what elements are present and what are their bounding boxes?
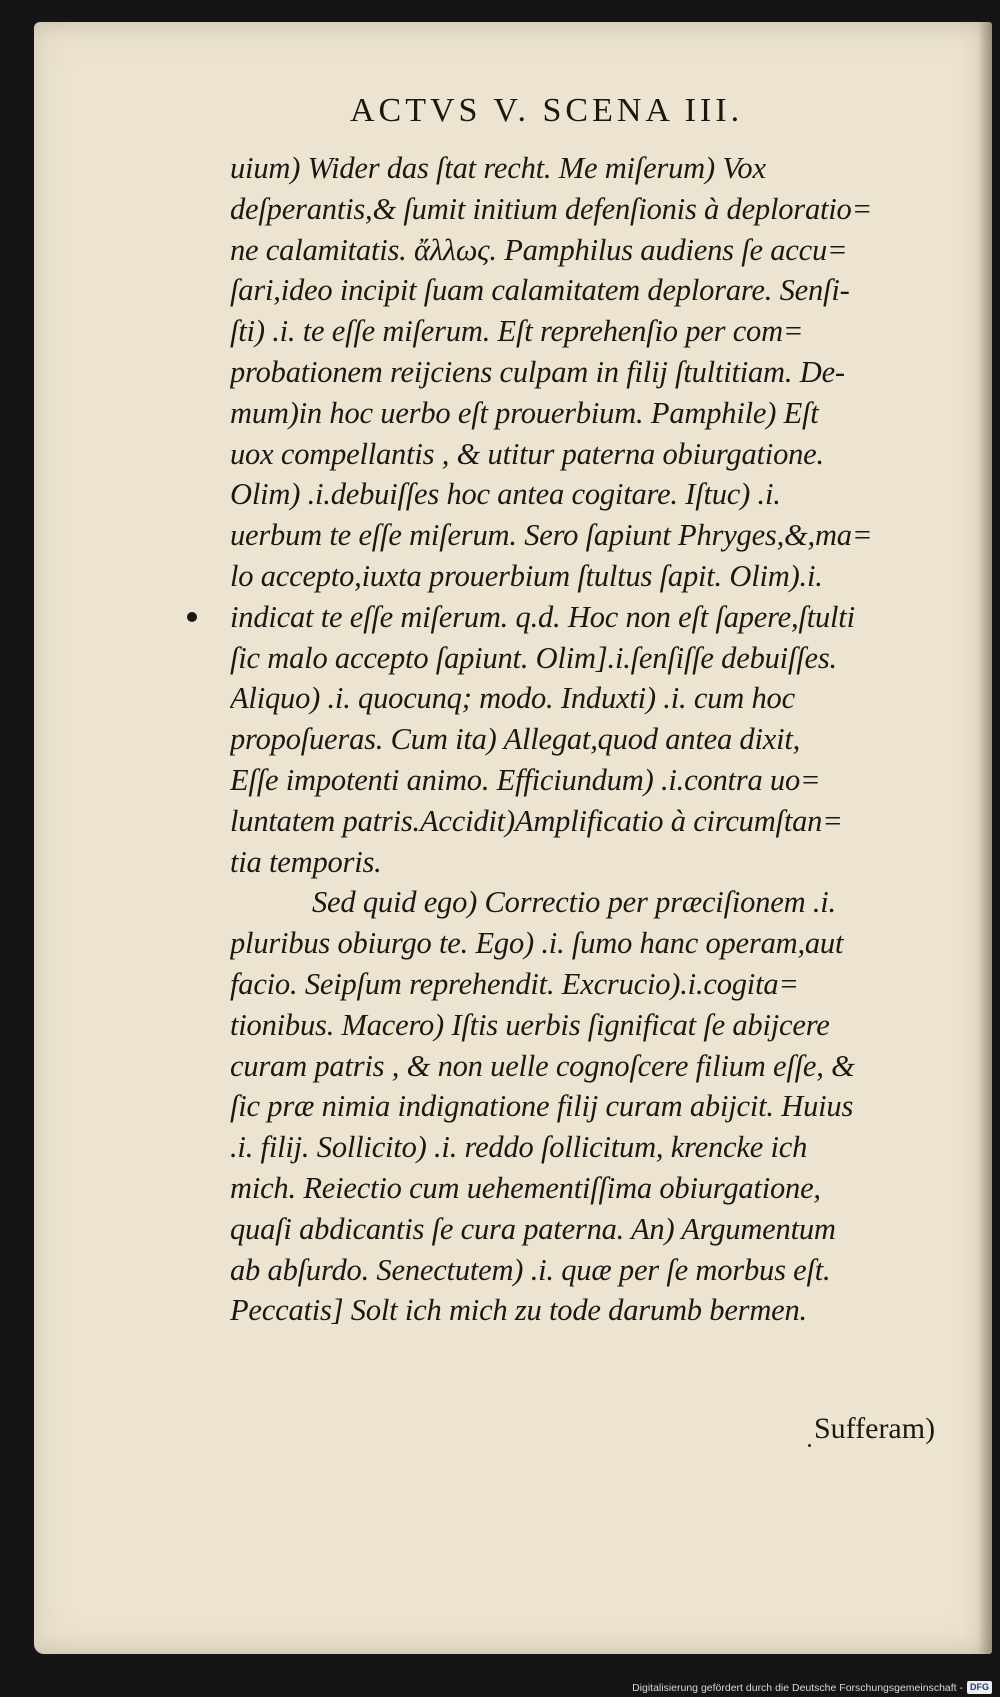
text-line: uerbum te eſſe miſerum. Sero ſapiunt Phryges,&,ma=	[230, 518, 873, 553]
page-mark	[808, 1444, 811, 1447]
ink-spot	[187, 612, 197, 622]
text-line: mich. Reiectio cum uehementiſſima obiurgatione,	[230, 1170, 821, 1205]
digitization-credit	[632, 1681, 992, 1694]
commentary-text	[230, 148, 960, 1331]
text-line: ab abſurdo. Senectutem) .i. quæ per ſe morbus eſt.	[230, 1252, 831, 1287]
text-line: uium) Wider das ſtat recht. Me miſerum) Vox	[230, 151, 766, 185]
text-line: ſari,ideo incipit ſuam calamitatem deplorare. Senſi-	[230, 273, 850, 308]
dfg-logo: DFG	[967, 1681, 992, 1694]
text-line: ſic præ nimia indignatione filij curam abijcit. Huius	[230, 1089, 854, 1124]
text-line: probationem reijciens culpam in filij ſtultitiam. De-	[230, 354, 845, 389]
text-line: .i. filij. Sollicito) .i. reddo ſollicitum, krencke ich	[230, 1130, 808, 1165]
text-line: propoſueras. Cum ita) Allegat,quod antea dixit,	[230, 722, 801, 757]
text-line: facio. Seipſum reprehendit. Excrucio).i.cogita=	[230, 966, 799, 1001]
running-header: ACTVS V. SCENA III.	[350, 92, 744, 129]
text-line: mum)in hoc uerbo eſt prouerbium. Pamphile) Eſt	[230, 395, 819, 430]
credit-text: Digitalisierung gefördert durch die Deutsche Forschungsgemeinschaft -	[632, 1681, 963, 1694]
text-line: deſperantis,& ſumit initium defenſionis à deploratio=	[230, 191, 872, 226]
text-line: uox compellantis , & utitur paterna obiurgatione.	[230, 436, 824, 471]
text-line: Sed quid ego) Correctio per præciſionem .i.	[312, 885, 836, 920]
catchword: Sufferam)	[814, 1412, 936, 1445]
text-line: luntatem patris.Accidit)Amplificatio à circumſtan=	[230, 803, 843, 838]
text-line: pluribus obiurgo te. Ego) .i. ſumo hanc operam,aut	[230, 926, 844, 961]
text-line: quaſi abdicantis ſe cura paterna. An) Argumentum	[230, 1211, 836, 1246]
text-line: ne calamitatis. ἄλλως. Pamphilus audiens ſe accu=	[230, 232, 848, 267]
text-line: Aliquo) .i. quocunq; modo. Induxti) .i. cum hoc	[230, 681, 795, 716]
text-line: Olim) .i.debuiſſes hoc antea cogitare. Iſtuc) .i.	[230, 477, 781, 512]
text-line: ſic malo accepto ſapiunt. Olim].i.ſenſiſſe debuiſſes.	[230, 640, 837, 675]
page-edge-shadow	[978, 22, 992, 1654]
text-line: curam patris , & non uelle cognoſcere filium eſſe, &	[230, 1048, 855, 1083]
text-line: lo accepto,iuxta prouerbium ſtultus ſapit. Olim).i.	[230, 558, 823, 593]
text-line: Eſſe impotenti animo. Efficiundum) .i.contra uo=	[230, 762, 821, 797]
text-line: tionibus. Macero) Iſtis uerbis ſignificat ſe abijcere	[230, 1007, 830, 1042]
text-line: ſti) .i. te eſſe miſerum. Eſt reprehenſio per com=	[230, 314, 804, 349]
text-line: tia temporis.	[230, 844, 382, 879]
text-line: Peccatis] Solt ich mich zu tode darumb bermen.	[230, 1293, 807, 1328]
text-line: indicat te eſſe miſerum. q.d. Hoc non eſt ſapere,ſtulti	[230, 599, 855, 634]
